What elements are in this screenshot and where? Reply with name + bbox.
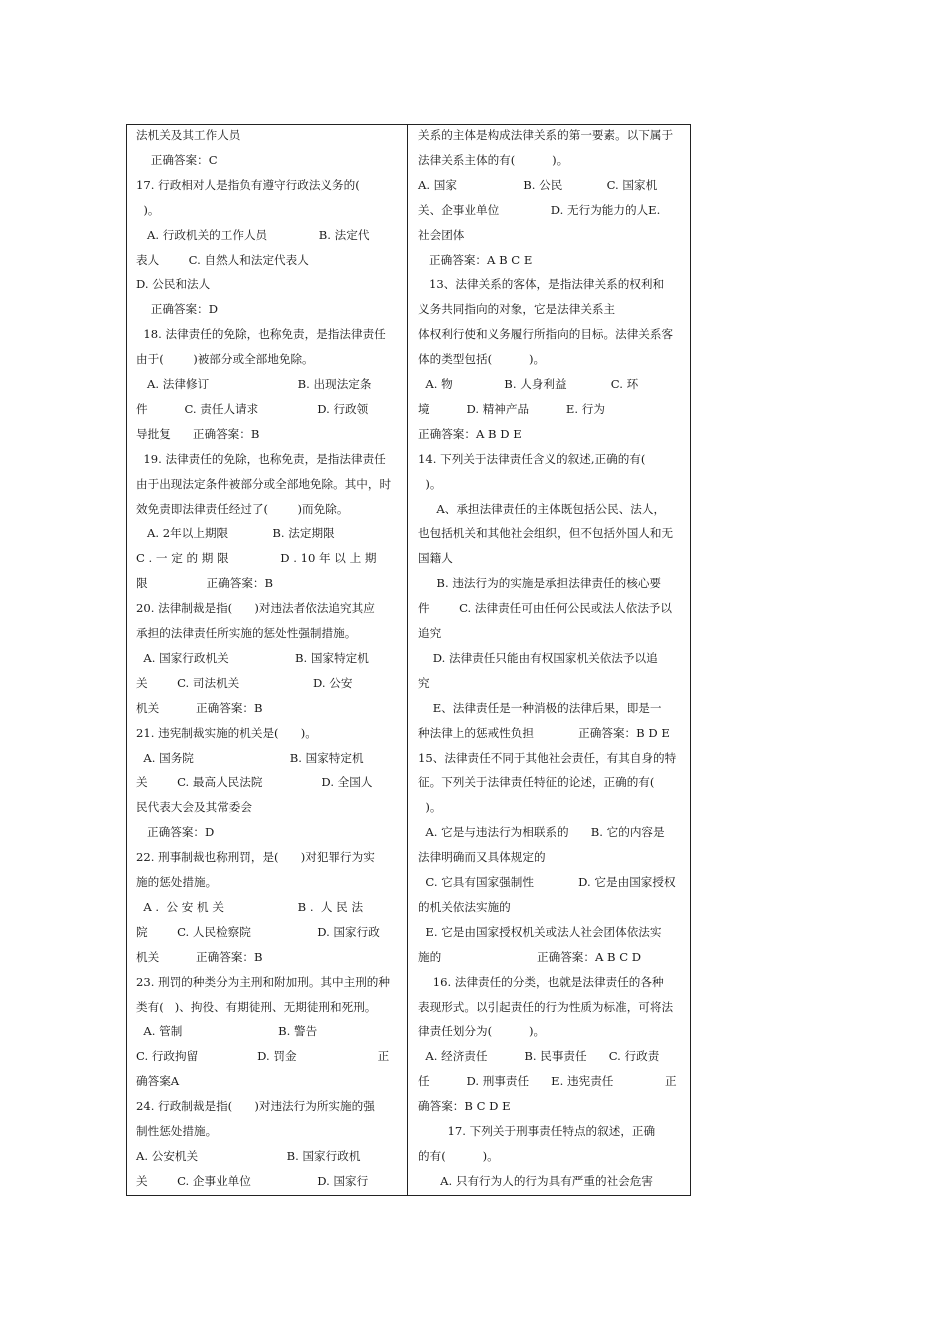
text-line: 23. 刑罚的种类分为主刑和附加刑。其中主刑的种 — [136, 974, 390, 989]
text-line: A. 它是与违法行为相联系的 B. 它的内容是 — [418, 825, 665, 840]
text-line: 关 C. 最高人民法院 D. 全国人 — [136, 775, 373, 790]
text-line: 承担的法律责任所实施的惩处性强制措施。 — [136, 626, 357, 640]
text-line: A. 法律修订 B. 出现法定条 — [136, 377, 372, 391]
text-line: 正确答案：A B C E — [418, 252, 533, 267]
text-line: 体权利行使和义务履行所指向的目标。法律关系客 — [418, 327, 674, 342]
text-line: 导批复 正确答案：B — [136, 426, 260, 441]
text-line: 机关 正确答案：B — [136, 700, 263, 715]
text-line: 也包括机关和其他社会组织，但不包括外国人和无 — [418, 526, 674, 541]
text-line: C. 它具有国家强制性 D. 它是由国家授权 — [418, 875, 676, 889]
text-line: D. 公民和法人 — [136, 277, 211, 292]
text-line: 19. 法律责任的免除，也称免责，是指法律责任 — [136, 451, 386, 466]
text-line: C . 一 定 的 期 限 D . 10 年 以 上 期 — [136, 551, 377, 566]
text-line: 关 C. 司法机关 D. 公安 — [136, 675, 353, 690]
text-line: 正确答案：A B D E — [418, 426, 522, 441]
text-line: A. 经济责任 B. 民事责任 C. 行政责 — [418, 1049, 660, 1064]
left-column — [127, 125, 408, 1195]
text-line: 14. 下列关于法律责任含义的叙述,正确的有( — [418, 451, 646, 466]
text-line: 由于出现法定条件被部分或全部地免除。其中，时 — [136, 476, 392, 491]
text-line: 法律明确而又具体规定的 — [418, 850, 546, 865]
text-line: 表现形式。以引起责任的行为性质为标准，可将法 — [418, 999, 674, 1014]
text-line: 20. 法律制裁是指( )对违法者依法追究其应 — [136, 601, 375, 616]
text-line: 确答案A — [136, 1074, 180, 1089]
two-column-exam-table — [126, 124, 691, 1196]
text-line: E. 它是由国家授权机关或法人社会团体依法实 — [418, 924, 662, 939]
text-line: 件 C. 法律责任可由任何公民或法人依法予以 — [418, 601, 672, 616]
text-line: 关系的主体是构成法律关系的第一要素。以下属于 — [418, 128, 674, 142]
text-line: 关、企事业单位 D. 无行为能力的人E. — [418, 202, 661, 217]
text-line: 的机关依法实施的 — [418, 899, 511, 914]
text-line: C. 行政拘留 D. 罚金 正 — [136, 1049, 390, 1064]
text-line: 正确答案：D — [136, 825, 215, 840]
text-line: )。 — [418, 800, 442, 815]
text-line: 律责任划分为( )。 — [418, 1024, 546, 1039]
text-line: A、承担法律责任的主体既包括公民、法人， — [418, 501, 666, 516]
text-line: )。 — [418, 476, 442, 491]
text-line: 17. 下列关于刑事责任特点的叙述，正确 — [418, 1124, 656, 1138]
text-line: D. 法律责任只能由有权国家机关依法予以追 — [418, 650, 658, 665]
text-line: 限 正确答案：B — [136, 576, 274, 591]
text-line: 民代表大会及其常委会 — [136, 800, 252, 815]
text-line: 义务共同指向的对象，它是法律关系主 — [418, 302, 616, 317]
text-line: A. 2年以上期限 B. 法定期限 — [136, 526, 335, 541]
text-line: A. 国务院 B. 国家特定机 — [136, 750, 364, 765]
text-line: 施的 正确答案：A B C D — [418, 949, 642, 964]
text-line: 法机关及其工作人员 — [136, 128, 241, 142]
text-line: 院 C. 人民检察院 D. 国家行政 — [136, 924, 380, 939]
text-line: 施的惩处措施。 — [136, 875, 218, 889]
text-line: 效免责即法律责任经过了( )而免除。 — [136, 501, 349, 516]
text-line: 类有( )、拘役、有期徒刑、无期徒刑和死刑。 — [136, 999, 377, 1014]
text-line: A. 物 B. 人身利益 C. 环 — [418, 377, 639, 391]
text-line: 13、法律关系的客体，是指法律关系的权利和 — [418, 277, 665, 292]
text-line: 24. 行政制裁是指( )对违法行为所实施的强 — [136, 1099, 375, 1114]
text-line: 表人 C. 自然人和法定代表人 — [136, 252, 309, 267]
text-line: 的有( )。 — [418, 1148, 499, 1163]
text-line: 任 D. 刑事责任 E. 违宪责任 正 — [418, 1074, 677, 1089]
text-line: 社会团体 — [418, 227, 465, 242]
text-line: A. 管制 B. 警告 — [136, 1024, 318, 1039]
text-line: 征。下列关于法律责任特征的论述，正确的有( — [418, 775, 655, 790]
text-line: )。 — [136, 202, 160, 217]
text-line: 正确答案：C — [136, 152, 218, 167]
text-line: B. 违法行为的实施是承担法律责任的核心要 — [418, 576, 662, 591]
text-line: 种法律上的惩戒性负担 正确答案：B D E — [418, 725, 670, 740]
text-line: A. 只有行为人的行为具有严重的社会危害 — [418, 1173, 653, 1188]
text-line: 18. 法律责任的免除，也称免责，是指法律责任 — [136, 327, 386, 342]
text-line: 确答案：B C D E — [418, 1099, 511, 1114]
text-line: 境 D. 精神产品 E. 行为 — [418, 401, 605, 416]
text-line: 机关 正确答案：B — [136, 949, 263, 964]
text-line: 正确答案：D — [136, 302, 219, 317]
text-line: A. 公安机关 B. 国家行政机 — [136, 1148, 361, 1163]
text-line: 16. 法律责任的分类，也就是法律责任的各种 — [418, 974, 664, 989]
text-line: 件 C. 责任人请求 D. 行政领 — [136, 401, 369, 416]
text-line: 15、法律责任不同于其他社会责任，有其自身的特 — [418, 750, 677, 765]
text-line: A. 国家 B. 公民 C. 国家机 — [418, 177, 658, 192]
text-line: 国籍人 — [418, 551, 453, 566]
text-line: 追究 — [418, 626, 442, 640]
text-line: 究 — [418, 675, 430, 690]
text-line: 体的类型包括( )。 — [418, 352, 546, 367]
text-line: 21. 违宪制裁实施的机关是( )。 — [136, 725, 317, 740]
text-line: 22. 刑事制裁也称刑罚，是( )对犯罪行为实 — [136, 850, 375, 865]
right-column — [408, 125, 690, 1195]
text-line: A. 行政机关的工作人员 B. 法定代 — [136, 227, 370, 242]
text-line: 法律关系主体的有( )。 — [418, 152, 569, 167]
text-line: E、法律责任是一种消极的法律后果，即是一 — [418, 700, 662, 715]
text-line: 制性惩处措施。 — [136, 1124, 218, 1138]
text-line: 关 C. 企事业单位 D. 国家行 — [136, 1173, 369, 1188]
text-line: 17. 行政相对人是指负有遵守行政法义务的( — [136, 177, 360, 192]
text-line: A. 国家行政机关 B. 国家特定机 — [136, 650, 369, 665]
text-line: A . 公 安 机 关 B . 人 民 法 — [136, 899, 364, 914]
text-line: 由于( )被部分或全部地免除。 — [136, 352, 314, 367]
